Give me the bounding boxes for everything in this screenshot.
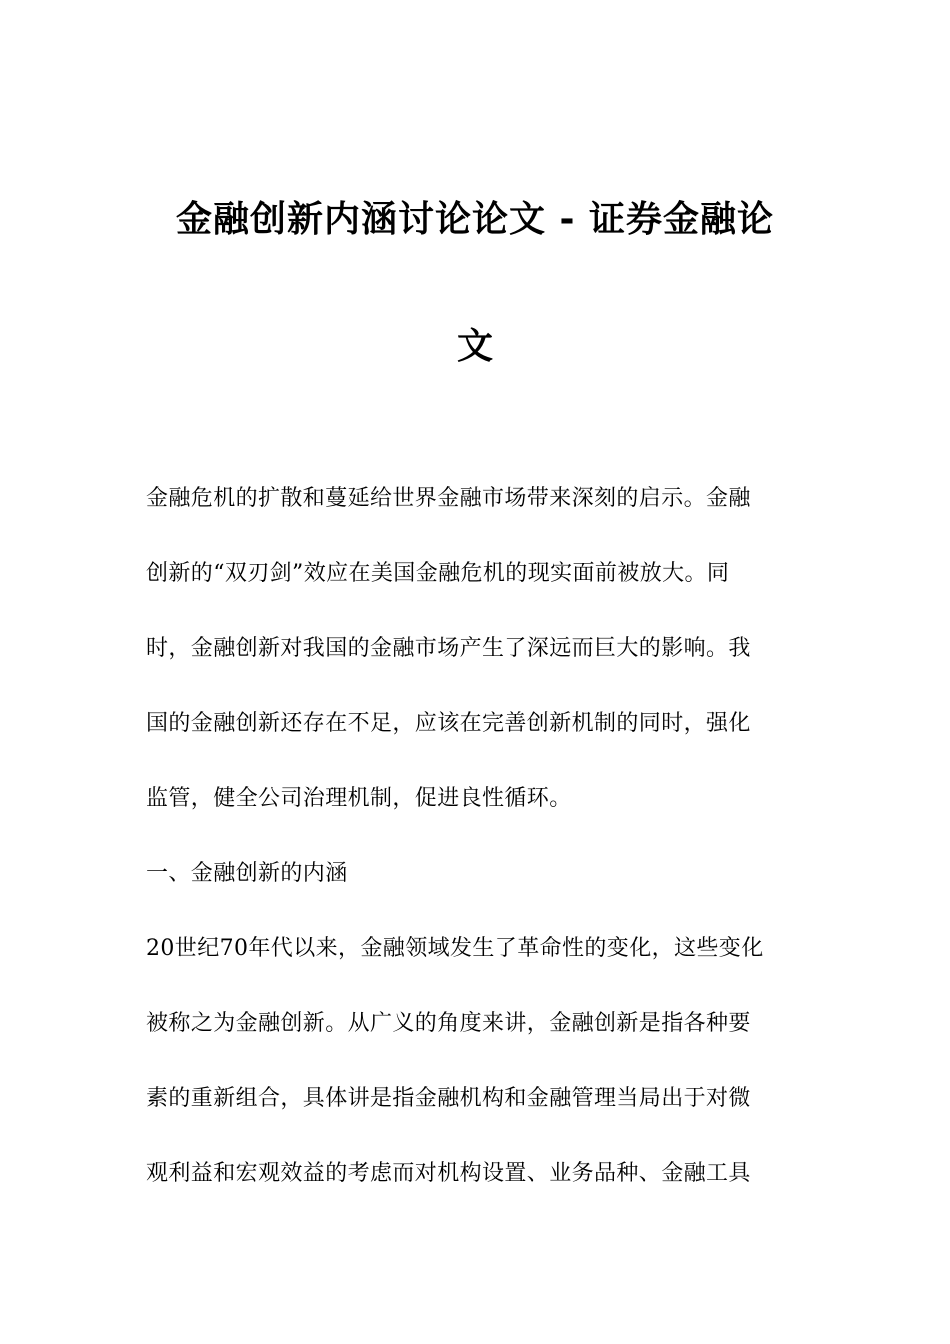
paragraph-line: 创新的“双刃剑”效应在美国金融危机的现实面前被放大。同 xyxy=(146,561,730,586)
section-heading: 一、金融创新的内涵 xyxy=(146,861,348,886)
document-title-line-1: 金融创新内涵讨论论文 - 证券金融论 xyxy=(175,199,774,240)
paragraph-line: 素的重新组合，具体讲是指金融机构和金融管理当局出于对微 xyxy=(146,1086,751,1111)
paragraph-line: 时，金融创新对我国的金融市场产生了深远而巨大的影响。我 xyxy=(146,636,751,661)
document-title-line-2: 文 xyxy=(456,326,493,367)
paragraph-line: 观利益和宏观效益的考虑而对机构设置、业务品种、金融工具 xyxy=(146,1161,751,1186)
paragraph-line: 金融危机的扩散和蔓延给世界金融市场带来深刻的启示。金融 xyxy=(146,486,751,511)
paragraph-line: 20世纪70年代以来，金融领域发生了革命性的变化，这些变化 xyxy=(146,936,764,961)
paragraph-line: 监管，健全公司治理机制，促进良性循环。 xyxy=(146,786,572,811)
paragraph-line: 国的金融创新还存在不足，应该在完善创新机制的同时，强化 xyxy=(146,711,751,736)
paragraph-line: 被称之为金融创新。从广义的角度来讲，金融创新是指各种要 xyxy=(146,1011,751,1036)
